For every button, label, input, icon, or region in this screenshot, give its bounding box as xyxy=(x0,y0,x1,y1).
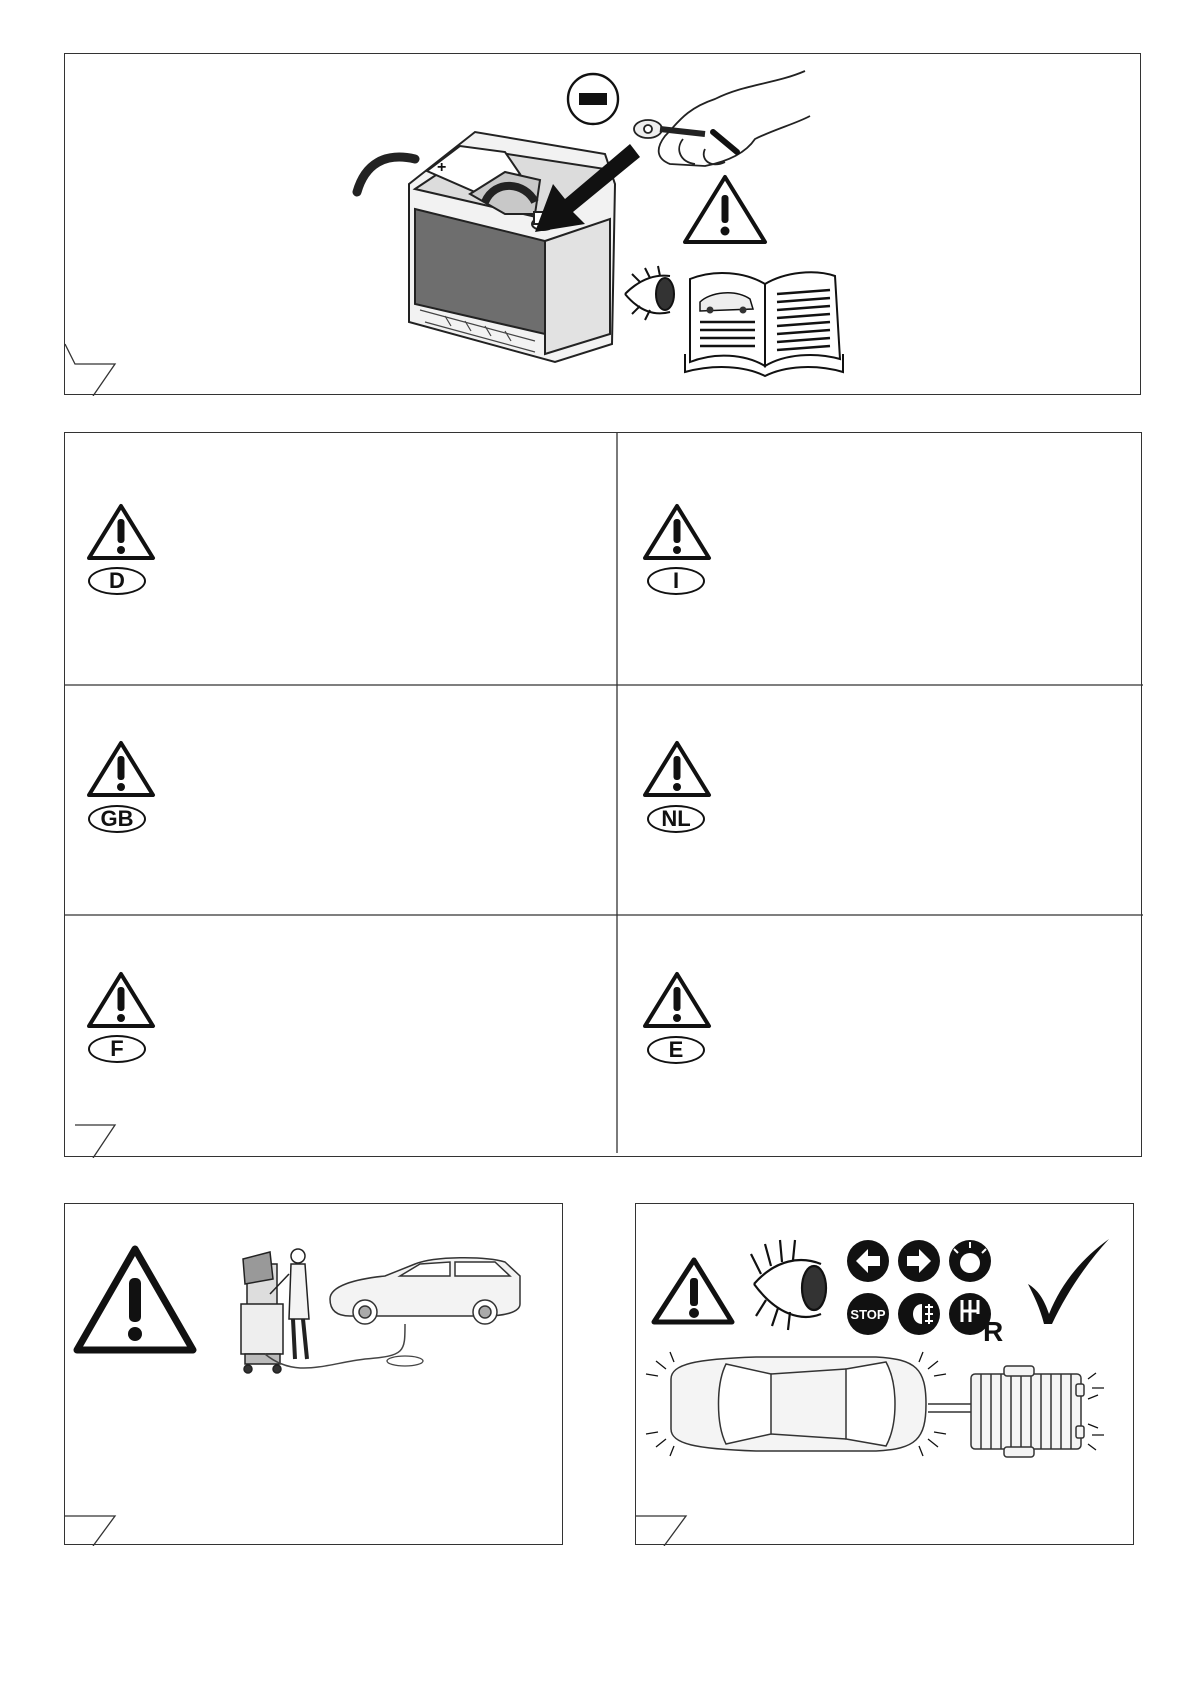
warning-triangle-icon xyxy=(642,503,712,561)
turn-right-signal-icon xyxy=(898,1240,940,1282)
warning-triangle-icon xyxy=(642,971,712,1029)
diagnostic-tester-panel xyxy=(64,1203,563,1545)
minus-terminal-icon xyxy=(568,74,618,124)
fog-light-icon xyxy=(898,1293,940,1335)
battery-icon xyxy=(409,132,615,362)
battery-illustration xyxy=(65,54,1142,396)
warning-triangle-icon xyxy=(86,503,156,561)
diagnostic-tester-icon xyxy=(241,1249,309,1373)
language-badge-i: I xyxy=(647,567,705,595)
car-icon xyxy=(330,1258,520,1324)
car-top-view-icon xyxy=(671,1357,926,1451)
warning-cell-i xyxy=(617,433,1143,685)
language-badge-gb: GB xyxy=(88,805,146,833)
language-badge-d: D xyxy=(88,567,146,595)
warning-cell-gb xyxy=(65,685,617,915)
battery-disconnect-panel xyxy=(64,53,1141,395)
road-signals-panel xyxy=(635,1203,1134,1545)
warning-triangle-icon xyxy=(654,1260,732,1322)
trailer-icon xyxy=(971,1366,1084,1457)
diagnostic-illustration xyxy=(65,1204,564,1546)
warning-triangle-icon xyxy=(86,740,156,798)
hazard-light-icon xyxy=(949,1240,991,1282)
warning-cell-e xyxy=(617,915,1143,1158)
eye-icon xyxy=(751,1240,826,1330)
warning-triangle-icon xyxy=(77,1249,193,1350)
reverse-label: R xyxy=(983,1316,1004,1347)
stop-icon xyxy=(847,1293,889,1335)
svg-text:+: + xyxy=(437,159,447,176)
warning-cell-nl xyxy=(617,685,1143,915)
language-badge-f: F xyxy=(88,1035,146,1063)
language-badge-nl: NL xyxy=(647,805,705,833)
language-warnings-panel xyxy=(64,432,1142,1157)
warning-triangle-icon xyxy=(685,177,765,242)
warning-triangle-icon xyxy=(86,971,156,1029)
stop-label: STOP xyxy=(850,1307,886,1322)
warning-triangle-icon xyxy=(642,740,712,798)
signals-illustration xyxy=(636,1204,1135,1546)
hand-icon xyxy=(634,71,810,166)
warning-cell-d xyxy=(65,433,617,685)
reverse-gear-icon xyxy=(949,1293,1003,1347)
turn-left-signal-icon xyxy=(847,1240,889,1282)
language-badge-e: E xyxy=(647,1036,705,1064)
checkmark-icon xyxy=(1028,1239,1109,1324)
eye-icon xyxy=(625,266,674,320)
owner-manual-icon xyxy=(685,272,843,376)
warning-cell-f xyxy=(65,915,617,1158)
